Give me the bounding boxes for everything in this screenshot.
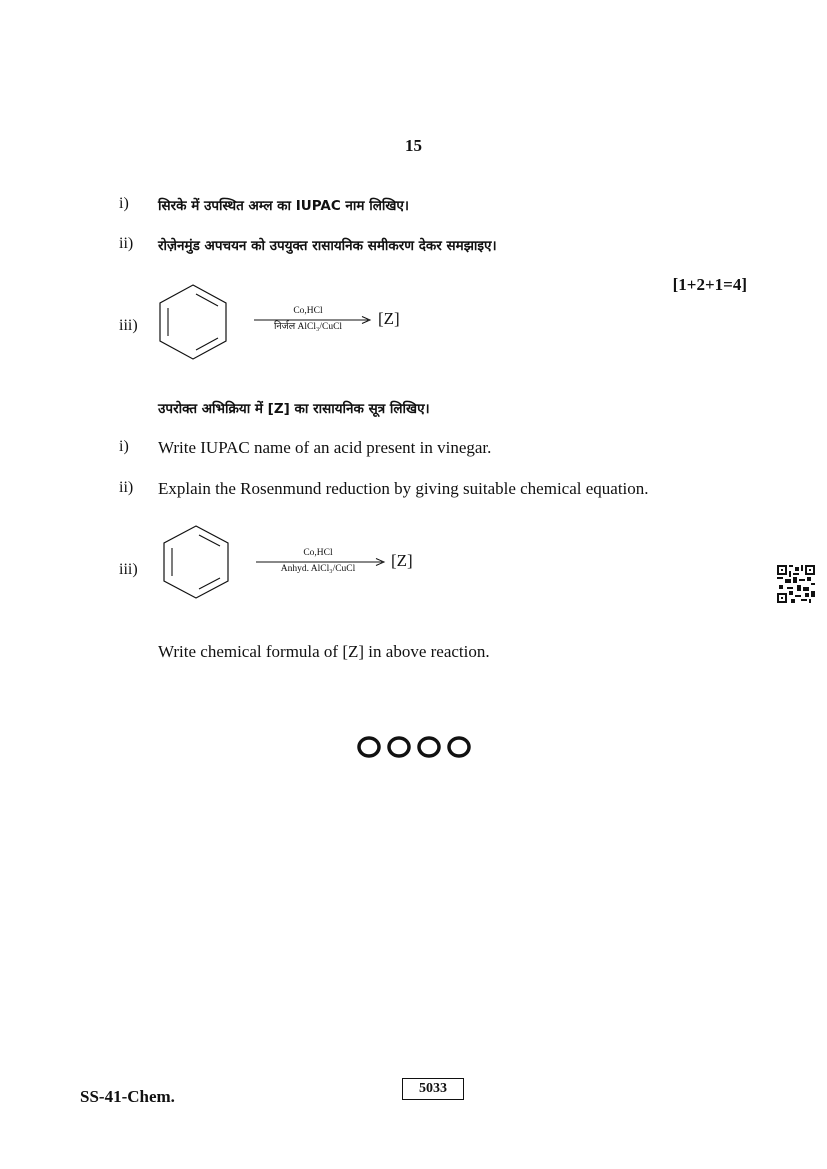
english-q2-text: Explain the Rosenmund reduction by giving suitable chemical equation. <box>158 479 649 498</box>
hindi-q1-number: i) <box>119 195 129 212</box>
hindi-product: [Z] <box>378 309 400 328</box>
hindi-q3-number: iii) <box>119 317 138 334</box>
english-follow-up: Write chemical formula of [Z] in above reaction. <box>158 642 490 661</box>
english-reagent-top: Co,HCl <box>303 548 333 558</box>
hindi-q2-number: ii) <box>119 235 134 252</box>
benzene-ring-icon <box>155 282 231 362</box>
hindi-q2-text: रोज़ेनमुंड अपचयन को उपयुक्त रासायनिक समीकरण देकर समझाइए। <box>158 238 497 254</box>
english-reagent-bottom: Anhyd. AlCl₃/CuCl <box>280 564 356 574</box>
english-q3-number: iii) <box>119 561 138 578</box>
hindi-reagent-bottom: निर्जल AlCl₃/CuCl <box>273 322 343 332</box>
hindi-q1-text: सिरके में उपस्थित अम्ल का IUPAC नाम लिखिए। <box>158 198 409 214</box>
english-q1-number: i) <box>119 438 129 455</box>
benzene-ring-icon <box>159 523 233 601</box>
marks-allocation: [1+2+1=4] <box>672 275 747 294</box>
end-of-paper-circles-icon <box>356 735 472 759</box>
page-number: 15 <box>405 136 422 155</box>
series-code-box: 5033 <box>402 1078 464 1100</box>
english-product: [Z] <box>391 551 413 570</box>
english-q1-text: Write IUPAC name of an acid present in vinegar. <box>158 438 492 457</box>
hindi-follow-up: उपरोक्त अभिक्रिया में [Z] का रासायनिक सूत्र लिखिए। <box>158 401 430 417</box>
qr-code-icon <box>777 565 815 603</box>
english-q2-number: ii) <box>119 479 134 496</box>
hindi-reagent-top: Co,HCl <box>293 306 323 316</box>
paper-code: SS-41-Chem. <box>80 1087 175 1106</box>
